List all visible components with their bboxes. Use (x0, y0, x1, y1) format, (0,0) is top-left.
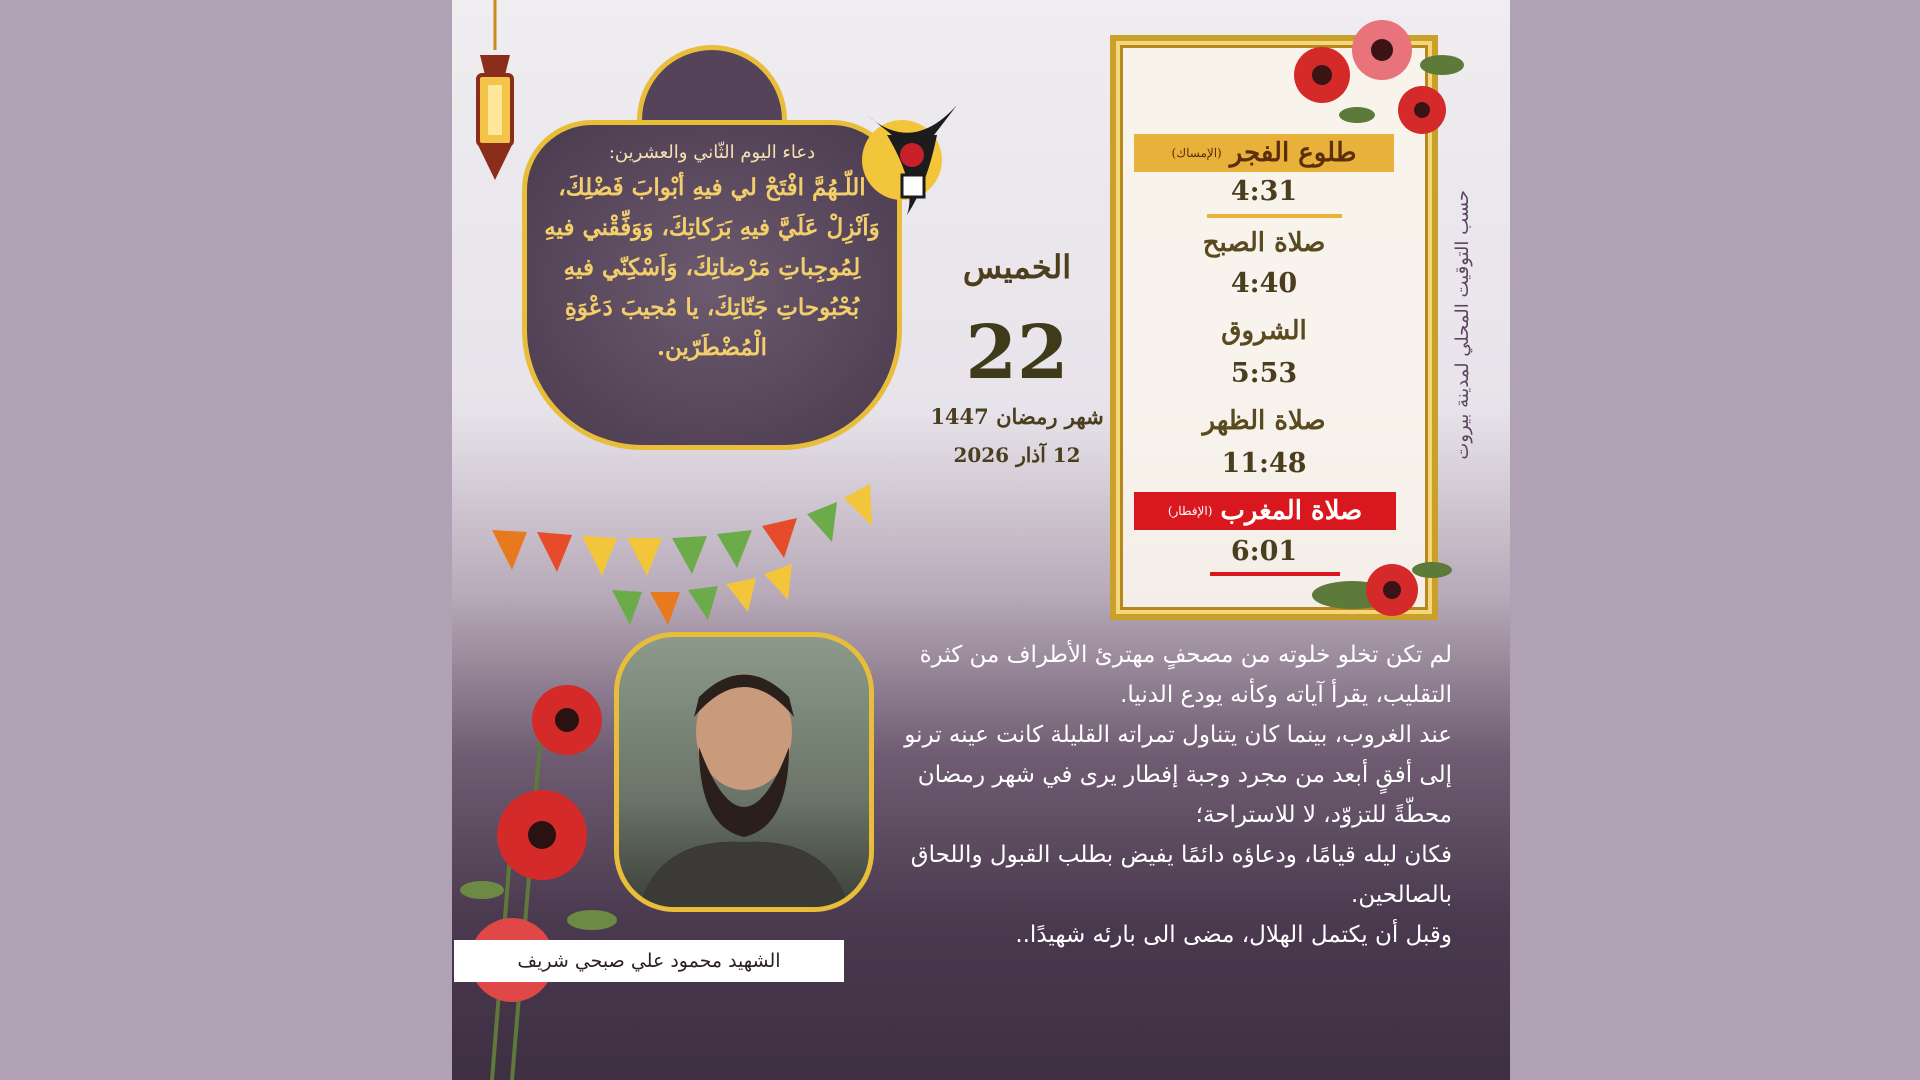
bunting-flags (472, 440, 892, 640)
story-paragraph-1: لم تكن تخلو خلوته من مصحفٍ مهترئ الأطراف من كثرة التقليب، يقرأ آياته وكأنه يودع الدنيا. (919, 642, 1452, 708)
martyr-photo (614, 632, 874, 912)
day-number: 22 (965, 310, 1069, 396)
dhuhr-time: 11:48 (1221, 448, 1307, 479)
emblem-logo (857, 95, 967, 225)
fajr-label: طلوع الفجر (1229, 138, 1357, 168)
fajr-title (1134, 134, 1394, 172)
fajr-note: (الإمساك) (1171, 146, 1222, 160)
day-name: الخميس (962, 248, 1072, 286)
local-time-note: حسب التوقيت المحلي لمدينة بيروت (1452, 190, 1473, 460)
hijri-date: شهر رمضان 1447 (930, 404, 1104, 429)
gregorian-date: 12 آذار 2026 (953, 443, 1081, 467)
fajr-underline (1207, 214, 1342, 218)
maghrib-label: صلاة المغرب (1220, 496, 1363, 526)
lantern-icon (460, 0, 530, 200)
maghrib-time: 6:01 (1230, 536, 1298, 567)
story-text (892, 635, 1452, 955)
poppy-flowers-decoration (452, 660, 652, 1080)
fajr-time: 4:31 (1230, 176, 1298, 207)
dua-text (537, 138, 887, 368)
story-paragraph-4: وقبل أن يكتمل الهلال، مضى الى بارئه شهيدًا.. (1015, 922, 1452, 948)
dhuhr-title: صلاة الظهر (1202, 406, 1326, 436)
story-paragraph-3: فكان ليله قيامًا، ودعاؤه دائمًا يفيض بطلب القبول واللحاق بالصالحين. (910, 842, 1452, 908)
maghrib-note: (الإفطار) (1167, 504, 1213, 518)
story-paragraph-2: عند الغروب، بينما كان يتناول تمراته القليلة كانت عينه ترنو إلى أفقٍ أبعد من مجرد وجبة إفطار يرى في شهر رمضان محطّةً للتزوّد، لا للاستراحة؛ (904, 722, 1452, 828)
maghrib-underline (1210, 572, 1340, 576)
portrait-illustration (619, 637, 869, 907)
subh-time: 4:40 (1230, 268, 1298, 299)
shuruq-title: الشروق (1221, 316, 1307, 346)
ramadan-poster (452, 0, 1510, 1080)
dua-heading: دعاء اليوم الثّاني والعشرين: (608, 142, 816, 163)
rose-decoration-top (1272, 5, 1472, 155)
maghrib-title (1134, 492, 1396, 530)
subh-title: صلاة الصبح (1202, 228, 1326, 258)
dua-body: اللّـهُمَّ افْتَحْ لي فيهِ أبْوابَ فَضْلِكَ، وَاَنْزِلْ عَلَيَّ فيهِ بَرَكاتِكَ، وَوَفِّقْني فيهِ لِمُوجِباتِ مَرْضاتِكَ، وَاَسْكِنّي فيهِ بُحْبُوحاتِ جَنّاتِكَ، يا مُجيبَ دَعْوَةِ الْمُضْطَرّين. (544, 174, 880, 361)
shuruq-time: 5:53 (1230, 358, 1298, 389)
martyr-name: الشهيد محمود علي صبحي شريف (454, 940, 844, 982)
